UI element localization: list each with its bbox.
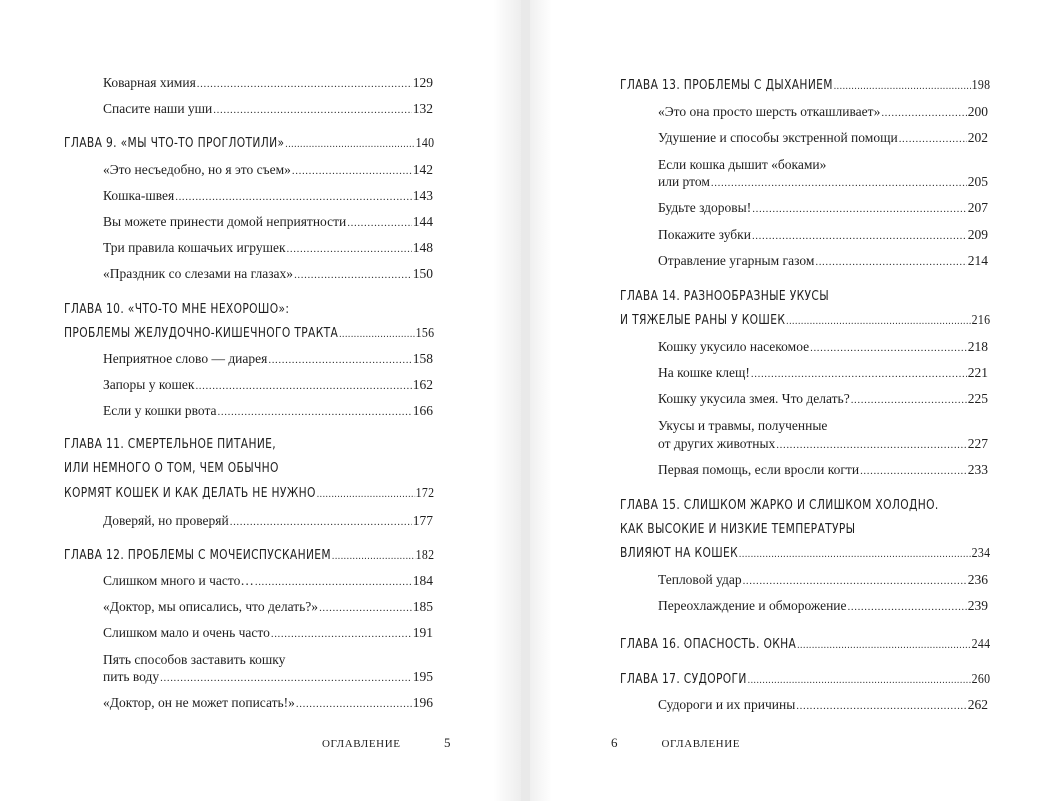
leader-dots [230,516,412,528]
toc-entry-title: Коварная химия [103,75,196,90]
toc-entry-page: 132 [412,101,433,116]
toc-entry-page: 148 [412,240,433,255]
leader-dots [213,104,411,116]
leader-dots [739,548,971,560]
toc-entry-page: 244 [971,636,991,651]
toc-entry-page: 143 [412,188,433,203]
toc-chapter-title: КОРМЯТ КОШЕК И КАК ДЕЛАТЬ НЕ НУЖНО [64,485,316,501]
running-title: ОГЛАВЛЕНИЕ [661,738,741,750]
toc-entry-page: 205 [967,174,988,189]
toc-entry [658,200,988,216]
leader-dots [292,165,412,177]
toc-entry-title: Первая помощь, если вросли когти [658,462,860,477]
toc-entry-title: На кошке клещ! [658,365,750,380]
leader-dots [317,488,415,500]
toc-entry-page: 172 [415,485,435,500]
toc-entry [103,695,433,711]
leader-dots [268,354,411,366]
leader-dots [797,639,971,651]
toc-chapter [64,547,434,563]
toc-entry-title: Слишком мало и очень часто [103,625,270,640]
toc-chapter-title-line: ГЛАВА 15. СЛИШКОМ ЖАРКО И СЛИШКОМ ХОЛОДНО. [620,497,939,513]
toc-chapter-title-line: ГЛАВА 10. «ЧТО-ТО МНЕ НЕХОРОШО»: [64,301,290,317]
page-number: 5 [443,735,452,750]
page-number: 6 [611,735,619,750]
toc-chapter-title: ГЛАВА 16. ОПАСНОСТЬ. ОКНА [620,636,797,652]
toc-entry [103,162,433,178]
toc-entry [658,436,988,452]
toc-entry-title-line: Пять способов заставить кошку [103,652,286,667]
toc-entry [103,513,433,529]
toc-entry-title: Будьте здоровы! [658,200,752,215]
toc-entry [103,214,433,230]
toc-entry-page: 196 [412,695,433,710]
toc-entry-title-line: Укусы и травмы, полученные [658,418,828,433]
leader-dots [287,243,412,255]
toc-chapter [64,135,434,151]
leader-dots [332,550,415,562]
toc-entry [658,598,988,614]
toc-entry-page: 191 [412,625,433,640]
toc-entry [103,351,433,367]
toc-entry-title: «Праздник со слезами на глазах» [103,266,294,281]
page-footer [611,735,740,751]
toc-chapter-title: ГЛАВА 17. СУДОРОГИ [620,671,747,687]
toc-entry-page: 142 [412,162,433,177]
toc-entry-title: «Это она просто шерсть откашливает» [658,104,881,119]
toc-entry-page: 202 [967,130,988,145]
leader-dots [851,394,967,406]
leader-dots [175,191,412,203]
toc-entry [103,573,433,589]
page-footer [322,735,451,751]
toc-entry [103,188,433,204]
leader-dots [860,465,967,477]
toc-entry-page: 221 [967,365,988,380]
leader-dots [160,672,412,684]
toc-entry [658,104,988,120]
toc-entry-page: 207 [967,200,988,215]
toc-chapter [620,312,990,328]
toc-entry-page: 144 [412,214,433,229]
leader-dots [296,698,412,710]
toc-chapter [64,485,434,501]
toc-entry-page: 198 [971,77,991,92]
toc-entry-page: 227 [967,436,988,451]
toc-entry-page: 150 [412,266,433,281]
page-gutter [493,0,521,801]
toc-entry-page: 218 [967,339,988,354]
toc-entry [103,599,433,615]
toc-entry-page: 216 [971,312,991,327]
left-page [0,0,521,801]
toc-entry-page: 209 [967,227,988,242]
toc-entry-title: «Это несъедобно, но я это съем» [103,162,291,177]
leader-dots [848,601,967,613]
toc-entry [103,625,433,641]
toc-entry-page: 200 [967,104,988,119]
toc-entry [658,339,988,355]
leader-dots [339,328,415,340]
leader-dots [347,217,411,229]
toc-entry-page: 260 [971,671,991,686]
leader-dots [294,269,412,281]
toc-chapter-title: ПРОБЛЕМЫ ЖЕЛУДОЧНО-КИШЕЧНОГО ТРАКТА [64,325,339,341]
leader-dots [796,700,966,712]
leader-dots [743,575,967,587]
toc-entry-title: Запоры у кошек [103,377,195,392]
toc-entry [103,266,433,282]
leader-dots [195,380,411,392]
toc-entry-title: «Доктор, мы описались, что делать?» [103,599,319,614]
toc-entry [658,365,988,381]
leader-dots [776,439,966,451]
right-page [530,0,1051,801]
leader-dots [271,628,412,640]
leader-dots [711,177,967,189]
page-gutter [530,0,552,801]
toc-entry-page: 184 [412,573,433,588]
toc-entry-page: 233 [967,462,988,477]
toc-entry-title: Кошку укусило насекомое [658,339,810,354]
toc-chapter [620,545,990,561]
toc-entry-page: 158 [412,351,433,366]
toc-entry-page: 262 [967,697,988,712]
leader-dots [255,576,412,588]
toc-chapter-title: ГЛАВА 13. ПРОБЛЕМЫ С ДЫХАНИЕМ [620,77,833,93]
toc-chapter-title-line: КАК ВЫСОКИЕ И НИЗКИЕ ТЕМПЕРАТУРЫ [620,521,856,537]
toc-entry-title: пить воду [103,669,160,684]
toc-entry-title: Доверяй, но проверяй [103,513,229,528]
toc-entry-title: Неприятное слово — диарея [103,351,268,366]
toc-chapter-title-line: ГЛАВА 14. РАЗНООБРАЗНЫЕ УКУСЫ [620,288,830,304]
leader-dots [748,674,971,686]
toc-entry-page: 162 [412,377,433,392]
leader-dots [810,342,967,354]
toc-chapter [620,636,990,652]
toc-entry [103,240,433,256]
toc-entry [658,391,988,407]
leader-dots [752,230,967,242]
toc-entry [658,130,988,146]
toc-chapter [620,77,990,93]
toc-chapter-title-line: ИЛИ НЕМНОГО О ТОМ, ЧЕМ ОБЫЧНО [64,460,279,476]
leader-dots [834,80,971,92]
toc-entry-page: 195 [412,669,433,684]
leader-dots [786,315,971,327]
leader-dots [197,78,412,90]
leader-dots [752,203,967,215]
toc-entry [103,377,433,393]
toc-entry-title: «Доктор, он не может пописать!» [103,695,295,710]
leader-dots [881,107,966,119]
toc-entry-title: Три правила кошачьих игрушек [103,240,286,255]
leader-dots [751,368,967,380]
toc-entry-title: Слишком много и часто… [103,573,254,588]
leader-dots [319,602,412,614]
toc-entry [103,75,433,91]
toc-entry-title: Кошка-швея [103,188,175,203]
toc-entry-title: Если у кошки рвота [103,403,217,418]
toc-entry-title: Покажите зубки [658,227,751,242]
toc-chapter-title-line: ГЛАВА 11. СМЕРТЕЛЬНОЕ ПИТАНИЕ, [64,436,277,452]
toc-entry-title: от других животных [658,436,776,451]
leader-dots [815,256,966,268]
toc-entry-title: или ртом [658,174,710,189]
toc-entry [658,174,988,190]
toc-chapter-title: ГЛАВА 9. «МЫ ЧТО-ТО ПРОГЛОТИЛИ» [64,135,285,151]
toc-chapter-title: ГЛАВА 12. ПРОБЛЕМЫ С МОЧЕИСПУСКАНИЕМ [64,547,331,563]
toc-entry-title: Спасите наши уши [103,101,213,116]
toc-entry-page: 236 [967,572,988,587]
toc-entry [658,253,988,269]
toc-entry-title: Переохлаждение и обморожение [658,598,847,613]
toc-entry [658,462,988,478]
toc-entry-page: 182 [415,547,435,562]
toc-entry-page: 185 [412,599,433,614]
toc-chapter-title: ВЛИЯЮТ НА КОШЕК [620,545,739,561]
toc-entry-title: Тепловой удар [658,572,742,587]
toc-entry-title: Отравление угарным газом [658,253,815,268]
toc-entry-title: Удушение и способы экстренной помощи [658,130,898,145]
toc-entry-page: 234 [971,545,991,560]
toc-entry [658,572,988,588]
toc-entry-title: Кошку укусила змея. Что делать? [658,391,850,406]
toc-entry [658,697,988,713]
running-title: ОГЛАВЛЕНИЕ [322,738,401,750]
toc-entry-page: 129 [412,75,433,90]
toc-entry-page: 156 [415,325,435,340]
toc-entry-page: 177 [412,513,433,528]
toc-chapter [64,325,434,341]
leader-dots [285,138,414,150]
toc-entry [103,403,433,419]
leader-dots [899,133,967,145]
toc-entry-page: 166 [412,403,433,418]
toc-chapter-title: И ТЯЖЕЛЫЕ РАНЫ У КОШЕК [620,312,786,328]
leader-dots [218,406,412,418]
toc-entry-title: Судороги и их причины [658,697,796,712]
toc-chapter [620,671,990,687]
toc-entry-page: 225 [967,391,988,406]
toc-entry-page: 214 [967,253,988,268]
toc-entry-page: 140 [415,135,435,150]
toc-entry [658,227,988,243]
toc-entry [103,669,433,685]
toc-entry-title: Вы можете принести домой неприятности [103,214,347,229]
toc-entry-page: 239 [967,598,988,613]
toc-entry-title-line: Если кошка дышит «боками» [658,157,827,172]
toc-entry [103,101,433,117]
